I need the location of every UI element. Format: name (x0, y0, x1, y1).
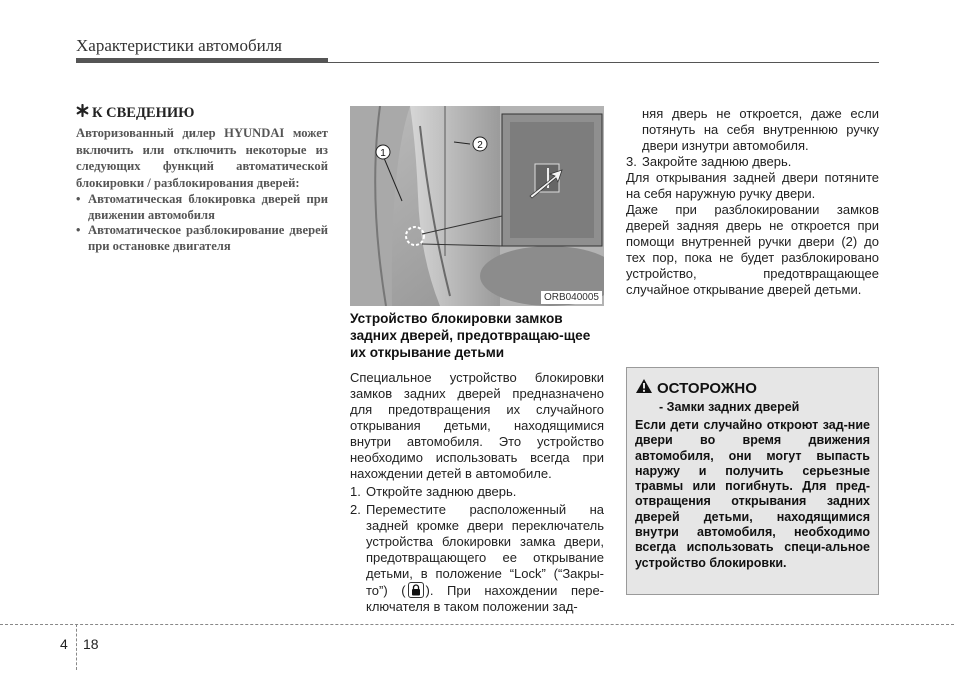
note-list-item: • Автоматическое разблокирование дверей при остановке двигателя (76, 223, 328, 254)
section-child-lock (350, 310, 604, 615)
step-item (350, 484, 604, 500)
paragraph-outer-handle: Для открывания задней двери потяните на себя наружную ручку двери. (626, 170, 879, 201)
note-list-item: • Автоматическая блокировка дверей при движении автомобиля (76, 192, 328, 223)
warning-triangle-icon (635, 378, 653, 398)
door-photo-illustration (350, 106, 604, 306)
step-text-before: Переместите расположенный на задней кромке двери переключатель устройства блокировки замка двери, предотвращающего ее открывание детьми, в положение “Lock” (“Закры-то”) ( (366, 502, 604, 598)
asterisk-icon (76, 104, 89, 122)
paragraph-unlock-note: Даже при разблокировании замков дверей задняя дверь не откроется при помощи внутренней ручки двери (2) до тех пор, пока не будет разблокировано устройство, предотвращающее случайное открывание дверей детьми. (626, 202, 879, 297)
warning-body: Если дети случайно откроют зад-ние двери во время движения автомобиля, они могут выпасть наружу и получить серьезные травмы или погибнуть. Для пред-отвращения открывания задних дверей детьми, находящимися внутри автомобиля, необходимо всегда использовать специ-альное устройство блокировки. (635, 418, 870, 570)
step-item (626, 154, 879, 170)
lock-icon (408, 582, 424, 598)
page-number: 18 (83, 636, 99, 652)
callout-1-label: 1 (380, 148, 386, 159)
note-body: Авторизованный дилер HYUNDAI может включить или отключить некоторые из следующих функций автоматической блокировки / разблокирования дверей: (76, 126, 328, 190)
step-item (350, 502, 604, 615)
warning-title-row (635, 378, 870, 398)
step-number: 1. (350, 484, 361, 499)
step-text: Закройте заднюю дверь. (642, 154, 792, 169)
chapter-number: 4 (60, 636, 68, 652)
note-heading: К СВЕДЕНИЮ (92, 104, 195, 121)
footer-divider (76, 624, 77, 670)
step-number: 2. (350, 502, 361, 517)
section-heading: Устройство блокировки замков задних дверей, предотвращаю-щее их открывание детьми (350, 311, 591, 360)
step-number: 3. (626, 154, 637, 169)
header-rule-thin (328, 62, 879, 63)
step-text: Откройте заднюю дверь. (366, 484, 517, 499)
section-intro: Специальное устройство блокировки замков задних дверей предназначено для предотвращения их случайного открывания детьми, находящимися внутри автомобиля. Это устройство необходимо использовать всегда при нахождении детей в автомобиле. (350, 370, 604, 481)
header-rule-thick (76, 58, 328, 63)
step-continuation: няя дверь не откроется, даже если потянуть на себя внутреннюю ручку двери изнутри автомобиля. (642, 106, 879, 153)
step-text-after: ). При нахождении пере-ключателя в таком положении зад- (366, 583, 604, 614)
info-note (76, 104, 328, 254)
warning-title: ОСТОРОЖНО (657, 379, 757, 397)
warning-box (626, 367, 879, 595)
callout-2-label: 2 (477, 140, 483, 151)
child-lock-illustration (350, 106, 604, 306)
warning-subtitle: - Замки задних дверей (659, 400, 800, 414)
right-column (626, 106, 879, 298)
footer-rule (0, 624, 954, 625)
page-header-title: Характеристики автомобиля (76, 36, 282, 55)
note-list (76, 192, 328, 254)
figure-code: ORB040005 (541, 291, 602, 304)
note-heading-row (76, 104, 328, 122)
